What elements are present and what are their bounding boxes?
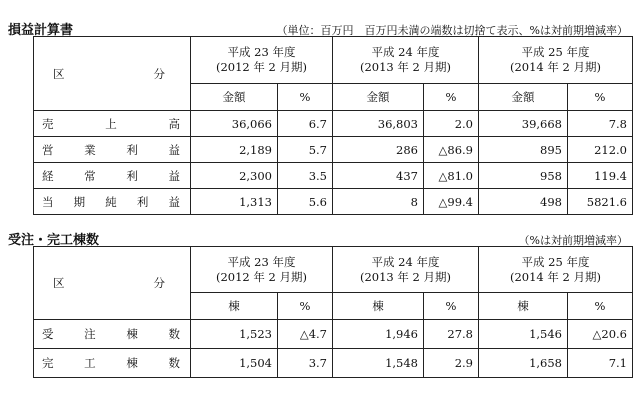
value-cell: 1,313: [191, 189, 278, 215]
orders-period-header: 平成 25 年度 (2014 年 2 月期): [479, 247, 633, 293]
value-cell: 1,658: [479, 349, 568, 378]
value-cell: △20.6: [568, 320, 633, 349]
orders-unit-note: （%は対前期増減率）: [518, 234, 628, 247]
value-cell: 1,548: [333, 349, 424, 378]
value-cell: 2.9: [424, 349, 479, 378]
row-label: 完工棟数: [34, 349, 191, 378]
value-cell: 212.0: [568, 137, 633, 163]
value-cell: 1,946: [333, 320, 424, 349]
orders-subheader-percent: %: [278, 293, 333, 320]
orders-kubun-header: 区 分: [34, 247, 191, 320]
pl-subheader-percent: %: [278, 84, 333, 111]
value-cell: 5.7: [278, 137, 333, 163]
table-row: [34, 320, 633, 349]
value-cell: 1,546: [479, 320, 568, 349]
value-cell: 2,300: [191, 163, 278, 189]
orders-period-header: 平成 23 年度 (2012 年 2 月期): [191, 247, 333, 293]
value-cell: 8: [333, 189, 424, 215]
value-cell: 2,189: [191, 137, 278, 163]
table-row: [34, 189, 633, 215]
value-cell: 27.8: [424, 320, 479, 349]
value-cell: 5.6: [278, 189, 333, 215]
value-cell: 7.1: [568, 349, 633, 378]
orders-section-title: 受注・完工棟数: [8, 233, 100, 248]
value-cell: 36,803: [333, 111, 424, 137]
pl-period-header: 平成 23 年度 (2012 年 2 月期): [191, 37, 333, 84]
pl-period-header: 平成 25 年度 (2014 年 2 月期): [479, 37, 633, 84]
row-label: 当期純利益: [34, 189, 191, 215]
orders-subheader-percent: %: [568, 293, 633, 320]
orders-subheader-percent: %: [424, 293, 479, 320]
value-cell: △4.7: [278, 320, 333, 349]
value-cell: 286: [333, 137, 424, 163]
orders-table: [33, 246, 633, 378]
value-cell: 1,504: [191, 349, 278, 378]
row-label: 営業利益: [34, 137, 191, 163]
row-label: 経常利益: [34, 163, 191, 189]
pl-subheader-amount: 金額: [333, 84, 424, 111]
value-cell: △86.9: [424, 137, 479, 163]
value-cell: 895: [479, 137, 568, 163]
value-cell: 6.7: [278, 111, 333, 137]
pl-subheader-amount: 金額: [191, 84, 278, 111]
value-cell: 5821.6: [568, 189, 633, 215]
orders-subheader-units: 棟: [479, 293, 568, 320]
table-row: [34, 163, 633, 189]
value-cell: 3.7: [278, 349, 333, 378]
value-cell: 3.5: [278, 163, 333, 189]
value-cell: 437: [333, 163, 424, 189]
value-cell: 498: [479, 189, 568, 215]
pl-subheader-percent: %: [568, 84, 633, 111]
value-cell: 958: [479, 163, 568, 189]
table-row: [34, 349, 633, 378]
value-cell: 119.4: [568, 163, 633, 189]
pl-section-title: 損益計算書: [8, 23, 74, 38]
pl-subheader-percent: %: [424, 84, 479, 111]
orders-period-header: 平成 24 年度 (2013 年 2 月期): [333, 247, 479, 293]
value-cell: 39,668: [479, 111, 568, 137]
value-cell: △81.0: [424, 163, 479, 189]
table-row: [34, 137, 633, 163]
value-cell: 36,066: [191, 111, 278, 137]
pl-subheader-amount: 金額: [479, 84, 568, 111]
pl-unit-note: （単位：百万円 百万円未満の端数は切捨て表示、%は対前期増減率）: [276, 24, 628, 37]
table-row: [34, 111, 633, 137]
pl-kubun-header: 区 分: [34, 37, 191, 111]
value-cell: 1,523: [191, 320, 278, 349]
row-label: 受注棟数: [34, 320, 191, 349]
value-cell: △99.4: [424, 189, 479, 215]
orders-subheader-units: 棟: [191, 293, 278, 320]
value-cell: 7.8: [568, 111, 633, 137]
orders-subheader-units: 棟: [333, 293, 424, 320]
pl-period-header: 平成 24 年度 (2013 年 2 月期): [333, 37, 479, 84]
pl-table: [33, 36, 633, 215]
value-cell: 2.0: [424, 111, 479, 137]
row-label: 売上高: [34, 111, 191, 137]
